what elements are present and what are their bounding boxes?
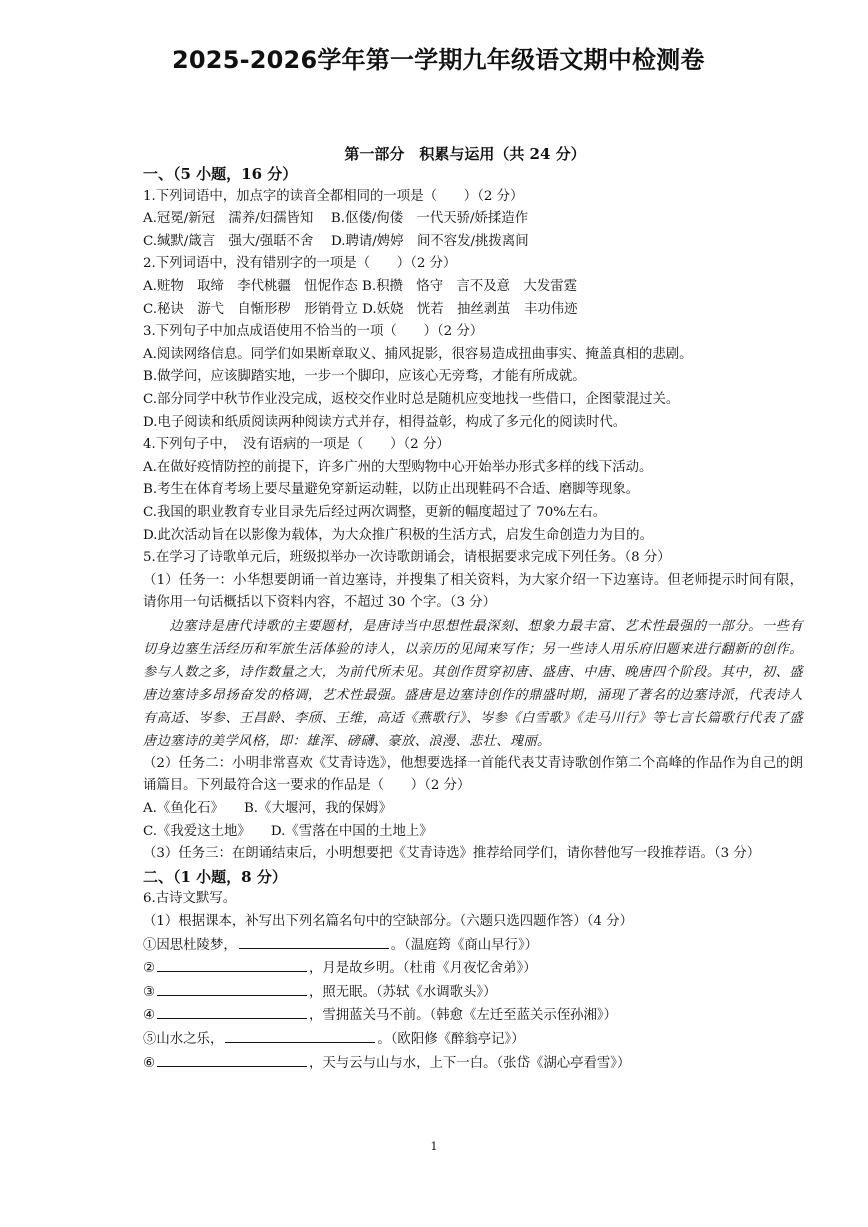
q3-option-d: D.电子阅读和纸质阅读两种阅读方式并存，相得益彰，构成了多元化的阅读时代。 xyxy=(143,414,627,430)
q4-stem: 4.下列句子中， 没有语病的一项是（ ）（2 分） xyxy=(143,437,450,453)
q3-option-b: B.做学问，应该脚踏实地，一步一个脚印，应该心无旁骛，才能有所成就。 xyxy=(143,369,586,385)
part-heading: 第一部分 积累与运用（共 24 分） xyxy=(344,145,586,163)
q6-item-prefix: ⑤山水之乐， xyxy=(143,1032,224,1047)
q6-item-suffix: ，照无眠。（苏轼《水调歌头》） xyxy=(309,984,497,1000)
q5-options-ab: A.《鱼化石》 B.《大堰河，我的保姆》 xyxy=(143,801,392,817)
q1-stem: 1.下列词语中，加点字的读音全都相同的一项是（ ）（2 分） xyxy=(143,188,524,204)
q5-options-cd: C.《我爱这土地》 D.《雪落在中国的土地上》 xyxy=(143,823,433,839)
q6-item-suffix: ，雪拥蓝关马不前。（韩愈《左迁至蓝关示侄孙湘》） xyxy=(309,1008,617,1024)
q6-sub1: （1）根据课本，补写出下列名篇名句中的空缺部分。（六题只选四题作答）（4 分） xyxy=(143,914,633,930)
q6-item-suffix: 。（欧阳修《醉翁亭记》） xyxy=(377,1032,525,1047)
answer-blank[interactable] xyxy=(157,1004,307,1019)
q6-item-prefix: ③ xyxy=(143,984,156,1000)
q2-options-cd: C.秘诀 游弋 自惭形秽 形销骨立 D.妖娆 恍若 抽丝剥茧 丰功伟迹 xyxy=(143,301,578,317)
q6-item-prefix: ①因思杜陵梦， xyxy=(143,937,237,953)
page-number: 1 xyxy=(430,1140,438,1153)
answer-blank[interactable] xyxy=(157,957,307,972)
q6-item xyxy=(143,981,803,1005)
q5-stem: 5.在学习了诗歌单元后，班级拟举办一次诗歌朗诵会，请根据要求完成下列任务。（8 分） xyxy=(143,550,671,566)
q6-item-prefix: ⑥ xyxy=(143,1055,156,1071)
q6-item xyxy=(143,1052,803,1076)
q6-item xyxy=(143,1028,803,1052)
q1-options-ab: A.冠冕/新冠 濡养/妇孺皆知 B.伛偻/佝偻 一代天骄/娇揉造作 xyxy=(143,211,529,227)
q6-stem: 6.古诗文默写。 xyxy=(143,891,237,907)
q5-task2: （2）任务二：小明非常喜欢《艾青诗选》，他想要选择一首能代表艾青诗歌创作第二个高峰的作品作为自己的朗诵篇目。下列最符合这一要求的作品是（ ）（2 分） xyxy=(143,755,803,794)
q4-option-a: A.在做好疫情防控的前提下，许多广州的大型购物中心开始举办形式多样的线下活动。 xyxy=(143,459,653,475)
q6-item-prefix: ② xyxy=(143,961,156,977)
q4-option-b: B.考生在体育考场上要尽量避免穿新运动鞋，以防止出现鞋码不合适、磨脚等现象。 xyxy=(143,482,640,498)
q5-task1: （1）任务一：小华想要朗诵一首边塞诗，并搜集了相关资料，为大家介绍一下边塞诗。但老师提示时间有限，请你用一句话概括以下资料内容，不超过 30 个字。（3 分） xyxy=(143,572,803,611)
q6-item xyxy=(143,957,803,981)
q1-options-cd: C.缄默/箴言 强大/强聒不舍 D.聘请/娉婷 间不容发/挑拨离间 xyxy=(143,233,529,249)
section1-heading: 一、（5 小题，16 分） xyxy=(143,165,298,183)
section2-heading: 二、（1 小题，8 分） xyxy=(143,867,287,886)
q2-options-ab: A.赃物 取缔 李代桃疆 忸怩作态 B.积攒 恪守 言不及意 大发雷霆 xyxy=(143,278,577,294)
q4-option-d: D.此次活动旨在以影像为载体，为大众推广积极的生活方式，启发生命创造力为目的。 xyxy=(143,527,653,543)
q5-task3: （3）任务三：在朗诵结束后，小明想要把《艾青诗选》推荐给同学们，请你替他写一段推荐语。（3 分） xyxy=(143,846,761,862)
q5-material: 边塞诗是唐代诗歌的主要题材，是唐诗当中思想性最深刻、想象力最丰富、艺术性最强的一部分。一些有切身边塞生活经历和军旅生活体验的诗人，以亲历的见闻来写作；另一些诗人用乐府旧题来进行翻新的创作。参与人数之多，诗作数量之大，为前代所未见。其创作贯穿初唐、盛唐、中唐、晚唐四个阶段。其中，初、盛唐边塞诗多昂扬奋发的格调，艺术性最强。盛唐是边塞诗创作的鼎盛时期，涌现了著名的边塞诗派，代表诗人有高适、岑参、王昌龄、李颀、王维，高适《燕歌行》、岑参《白雪歌》《走马川行》等七言长篇歌行代表了盛唐边塞诗的美学风格，即：雄浑、磅礴、豪放、浪漫、悲壮、瑰丽。 xyxy=(143,618,803,749)
q6-item-prefix: ④ xyxy=(143,1008,156,1024)
answer-blank[interactable] xyxy=(157,1052,307,1067)
q6-item xyxy=(143,934,803,958)
q3-option-a: A.阅读网络信息。同学们如果断章取义、捕风捉影，很容易造成扭曲事实、掩盖真相的悲剧。 xyxy=(143,346,693,362)
q6-item-suffix: 。（温庭筠《商山早行》） xyxy=(390,937,539,953)
exam-content xyxy=(143,163,803,1075)
q2-stem: 2.下列词语中，没有错别字的一项是（ ）（2 分） xyxy=(143,256,457,272)
q4-option-c: C.我国的职业教育专业目录先后经过两次调整，更新的幅度超过了 70%左右。 xyxy=(143,504,607,520)
answer-blank[interactable] xyxy=(225,1028,375,1043)
q3-stem: 3.下列句子中加点成语使用不恰当的一项（ ）（2 分） xyxy=(143,324,484,340)
answer-blank[interactable] xyxy=(157,981,307,996)
answer-blank[interactable] xyxy=(239,934,389,949)
q3-option-c: C.部分同学中秋节作业没完成，返校交作业时总是随机应变地找一些借口，企图蒙混过关。 xyxy=(143,391,680,407)
exam-title: 2025-2026学年第一学期九年级语文期中检测卷 xyxy=(172,46,705,74)
q6-item xyxy=(143,1004,803,1028)
q6-item-suffix: ，月是故乡明。（杜甫《月夜忆舍弟》） xyxy=(309,961,537,977)
q6-item-suffix: ，天与云与山与水，上下一白。（张岱《湖心亭看雪》） xyxy=(309,1055,631,1071)
